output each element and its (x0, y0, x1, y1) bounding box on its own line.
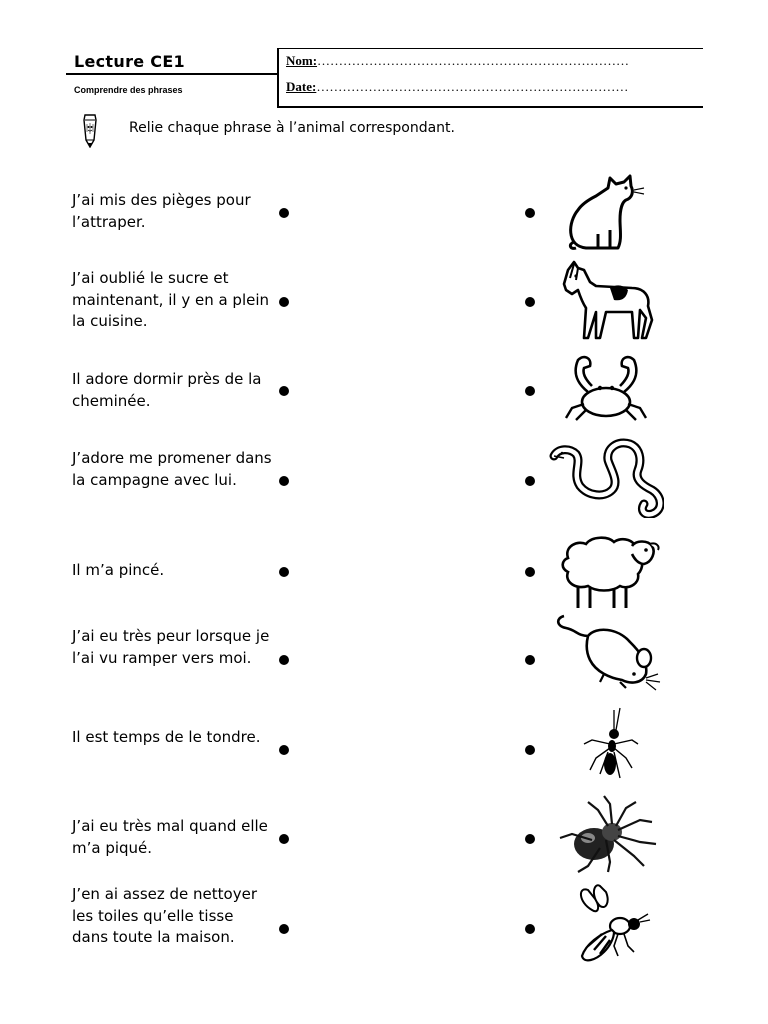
wasp-icon (548, 884, 664, 968)
sentence-2: J’ai oublié le sucre et maintenant, il y en a plein la cuisine. (72, 269, 270, 330)
left-dot-9[interactable] (279, 924, 289, 934)
left-dot-8[interactable] (279, 834, 289, 844)
student-info-block (279, 48, 703, 108)
sentence-3: Il adore dormir près de la cheminée. (72, 370, 262, 410)
name-field[interactable] (286, 53, 629, 69)
title-divider (66, 73, 278, 75)
sentence-4: J’adore me promener dans la campagne avec lui. (72, 449, 272, 489)
horse-icon (548, 258, 664, 342)
cat-icon (548, 170, 664, 254)
left-dot-2[interactable] (279, 297, 289, 307)
right-dot-8[interactable] (525, 834, 535, 844)
sentence-8: J’ai eu très mal quand elle m’a piqué. (72, 817, 268, 857)
right-dot-3[interactable] (525, 386, 535, 396)
right-dot-5[interactable] (525, 567, 535, 577)
worksheet-subtitle: Comprendre des phrases (74, 85, 183, 95)
mouse-icon (548, 612, 664, 696)
date-dots: ……………………………………………………………… (316, 79, 629, 94)
date-label: Date: (286, 79, 317, 94)
right-dot-7[interactable] (525, 745, 535, 755)
crab-icon (548, 348, 664, 432)
instruction-row (75, 112, 675, 148)
right-dot-9[interactable] (525, 924, 535, 934)
instruction-text: Relie chaque phrase à l’animal correspondant. (129, 120, 455, 136)
sentence-6: J’ai eu très peur lorsque je l’ai vu ramper vers moi. (72, 627, 270, 667)
name-dots: ……………………………………………………………… (317, 53, 630, 68)
pencil-icon (75, 112, 105, 148)
right-dot-6[interactable] (525, 655, 535, 665)
right-dot-2[interactable] (525, 297, 535, 307)
sentence-5: Il m’a pincé. (72, 561, 165, 579)
spider-icon (548, 792, 664, 876)
sentence-7: Il est temps de le tondre. (72, 728, 261, 746)
name-label: Nom: (286, 53, 318, 68)
right-dot-1[interactable] (525, 208, 535, 218)
worksheet-title: Lecture CE1 (74, 52, 185, 71)
left-dot-1[interactable] (279, 208, 289, 218)
left-dot-3[interactable] (279, 386, 289, 396)
sheep-icon (548, 528, 664, 612)
left-dot-5[interactable] (279, 567, 289, 577)
left-dot-4[interactable] (279, 476, 289, 486)
right-dot-4[interactable] (525, 476, 535, 486)
left-dot-6[interactable] (279, 655, 289, 665)
header-title-block (66, 48, 278, 106)
left-dot-7[interactable] (279, 745, 289, 755)
snake-icon (548, 434, 664, 518)
sentence-9: J’en ai assez de nettoyer les toiles qu’elle tisse dans toute la maison. (72, 885, 257, 946)
sentence-1: J’ai mis des pièges pour l’attraper. (72, 191, 251, 231)
date-field[interactable] (286, 79, 628, 95)
ant-icon (548, 704, 664, 788)
